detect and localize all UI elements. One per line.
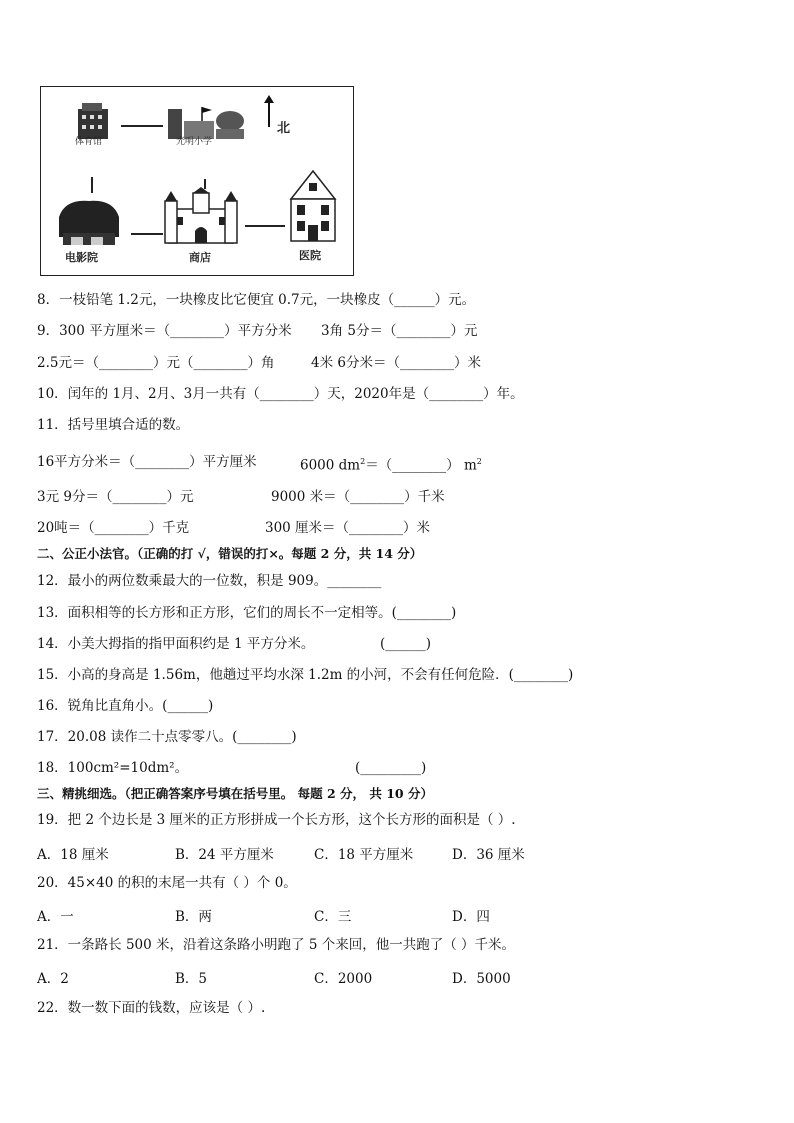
question-11b-pre: 6000 dm — [300, 457, 361, 474]
q21-option-c: C．2000 — [314, 971, 373, 987]
question-22: 22．数一数下面的钱数，应该是（ ）. — [37, 1000, 266, 1016]
square-superscript: 2 — [476, 457, 482, 466]
q19-option-d: D．36 厘米 — [452, 847, 525, 863]
gym-label: 体育馆 — [75, 137, 103, 147]
question-11a: 16平方分米＝（________）平方厘米 — [37, 454, 257, 470]
question-9d: 4米 6分米＝（________）米 — [311, 355, 481, 371]
question-11b — [300, 453, 482, 475]
cinema-label: 电影院 — [65, 251, 98, 264]
question-21: 21．一条路长 500 米，沿着这条路小明跑了 5 个来回，他一共跑了（ ）千米。 — [37, 937, 515, 953]
question-14-answer: (______) — [380, 636, 432, 652]
question-11d: 9000 米＝（________）千米 — [271, 489, 445, 505]
question-15: 15．小高的身高是 1.56m，他趟过平均水深 1.2m 的小河，不会有任何危险．(________) — [37, 667, 574, 683]
section-3-heading: 三、精挑细选。（把正确答案序号填在括号里。 每题 2 分， 共 10 分） — [37, 786, 433, 801]
question-20: 20．45×40 的积的末尾一共有（ ）个 0。 — [37, 875, 297, 891]
question-11c: 3元 9分＝（________）元 — [37, 489, 194, 505]
question-8: 8．一枝铅笔 1.2元，一块橡皮比它便宜 0.7元，一块橡皮（______）元。 — [37, 292, 476, 308]
north-arrow-icon — [262, 95, 276, 129]
question-14: 14．小美大拇指的指甲面积约是 1 平方分米。 — [37, 636, 315, 652]
q20-option-d: D．四 — [452, 909, 490, 925]
q19-option-a: A．18 厘米 — [37, 847, 109, 863]
map-figure — [40, 86, 354, 276]
question-11e: 20吨＝（________）千克 — [37, 520, 190, 536]
question-9c: 2.5元＝（________）元（________）角 — [37, 355, 275, 371]
question-18: 18．100cm²=10dm²。 — [37, 760, 189, 776]
question-11f: 300 厘米＝（________）米 — [265, 520, 431, 536]
question-11b-mid: ＝（________） m — [365, 457, 477, 474]
question-13: 13．面积相等的长方形和正方形，它们的周长不一定相等。(________) — [37, 605, 457, 621]
question-17: 17．20.08 读作二十点零零八。(________) — [37, 729, 297, 745]
connector-gym-cinema — [91, 177, 93, 193]
q19-option-b: B．24 平方厘米 — [175, 847, 274, 863]
q20-option-b: B．两 — [175, 909, 212, 925]
shop-label: 商店 — [189, 251, 211, 264]
q21-option-a: A．2 — [37, 971, 69, 987]
q20-option-a: A．一 — [37, 909, 74, 925]
shop-building-icon — [163, 187, 239, 245]
cinema-building-icon — [55, 197, 123, 249]
school-label: 光明小学 — [176, 137, 213, 147]
hospital-building-icon — [285, 169, 341, 243]
question-10: 10．闰年的 1月、2月、3月一共有（________）天，2020年是（________）年。 — [37, 386, 524, 402]
connector-cinema-shop — [131, 233, 163, 235]
section-2-heading: 二、公正小法官。（正确的打 √，错误的打×。每题 2 分，共 14 分） — [37, 546, 423, 561]
connector-gym-school — [121, 125, 163, 127]
square-superscript: 2 — [360, 457, 366, 466]
q21-option-d: D．5000 — [452, 971, 511, 987]
question-19: 19．把 2 个边长是 3 厘米的正方形拼成一个长方形，这个长方形的面积是（ ）. — [37, 812, 516, 828]
hospital-label: 医院 — [299, 249, 321, 262]
q21-option-b: B．5 — [175, 971, 208, 987]
question-12: 12．最小的两位数乘最大的一位数，积是 909。________ — [37, 573, 382, 589]
question-9a: 9．300 平方厘米＝（________）平方分米 — [37, 323, 292, 339]
question-18-answer: (_________) — [355, 760, 427, 776]
question-16: 16．锐角比直角小。(______) — [37, 698, 214, 714]
question-11: 11．括号里填合适的数。 — [37, 417, 190, 433]
connector-shop-hospital — [245, 225, 285, 227]
north-label: 北 — [277, 121, 291, 136]
question-9b: 3角 5分＝（________）元 — [321, 323, 478, 339]
q19-option-c: C．18 平方厘米 — [314, 847, 414, 863]
q20-option-c: C．三 — [314, 909, 352, 925]
